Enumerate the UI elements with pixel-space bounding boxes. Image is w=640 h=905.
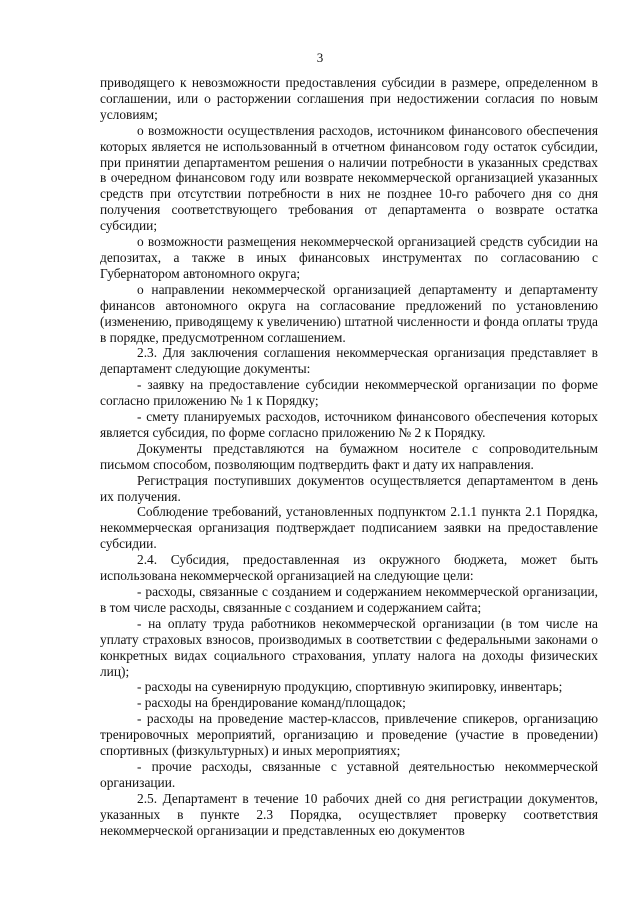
paragraph: Документы представляются на бумажном носителе с сопроводительным письмом способом, позволяющим подтвердить факт и дату их направления. xyxy=(100,440,598,472)
paragraph: приводящего к невозможности предоставления субсидии в размере, определенном в соглашении, или о расторжении соглашения при недостижении согласия по новым условиям; xyxy=(100,75,598,122)
document-body xyxy=(100,75,598,839)
paragraph: Соблюдение требований, установленных подпунктом 2.1.1 пункта 2.1 Порядка, некоммерческая организация подтверждает подписанием заявки на предоставление субсидии. xyxy=(100,504,598,552)
paragraph: о направлении некоммерческой организацией департаменту и департаменту финансов автономного округа на согласование предложений по установлению (изменению, приводящему к увеличению) штатной численности и фонда оплаты труда в порядке, предусмотренном соглашением. xyxy=(100,281,598,345)
paragraph: о возможности осуществления расходов, источником финансового обеспечения которых является не использованный в отчетном финансовом году остаток субсидии, при принятии департаментом решения о наличии потребности в указанных средствах в очередном финансовом году или возврате некоммерческой организацией указанных средств при отсутствии потребности в них не позднее 10-го рабочего дня со дня получения соответствующего требования от департамента о возврате остатка субсидии; xyxy=(100,122,598,234)
paragraph: 2.4. Субсидия, предоставленная из окружного бюджета, может быть использована некоммерческой организацией на следующие цели: xyxy=(100,552,598,584)
list-item: - смету планируемых расходов, источником финансового обеспечения которых является субсидия, по форме согласно приложению № 2 к Порядку. xyxy=(100,409,598,440)
paragraph: Регистрация поступивших документов осуществляется департаментом в день их получения. xyxy=(100,472,598,504)
list-item: - расходы, связанные с созданием и содержанием некоммерческой организации, в том числе расходы, связанные с созданием и содержанием сайта; xyxy=(100,584,598,615)
list-item: - расходы на проведение мастер-классов, привлечение спикеров, организацию тренировочных мероприятий, организацию и проведение (участие в проведении) спортивных (физкультурных) и иных мероприятиях; xyxy=(100,711,598,759)
paragraph: о возможности размещения некоммерческой организацией средств субсидии на депозитах, а также в иных финансовых инструментах по согласованию с Губернатором автономного округа; xyxy=(100,234,598,281)
list-item: - прочие расходы, связанные с уставной деятельностью некоммерческой организации. xyxy=(100,758,598,790)
paragraph: 2.3. Для заключения соглашения некоммерческая организация представляет в департамент следующие документы: xyxy=(100,345,598,377)
paragraph: 2.5. Департамент в течение 10 рабочих дней со дня регистрации документов, указанных в пункте 2.3 Порядка, осуществляет проверку соответствия некоммерческой организации и представленных ею документов xyxy=(100,790,598,838)
list-item: - расходы на сувенирную продукцию, спортивную экипировку, инвентарь; xyxy=(137,679,563,695)
list-item: - заявку на предоставление субсидии некоммерческой организации по форме согласно приложению № 1 к Порядку; xyxy=(100,377,598,409)
list-item: - на оплату труда работников некоммерческой организации (в том числе на уплату страховых взносов, производимых в соответствии с федеральными законами о конкретных видах социального страхования, уплату налога на доходы физических лиц); xyxy=(100,615,598,679)
page-number: 3 xyxy=(316,50,324,65)
list-item: - расходы на брендирование команд/площадок; xyxy=(137,695,406,711)
